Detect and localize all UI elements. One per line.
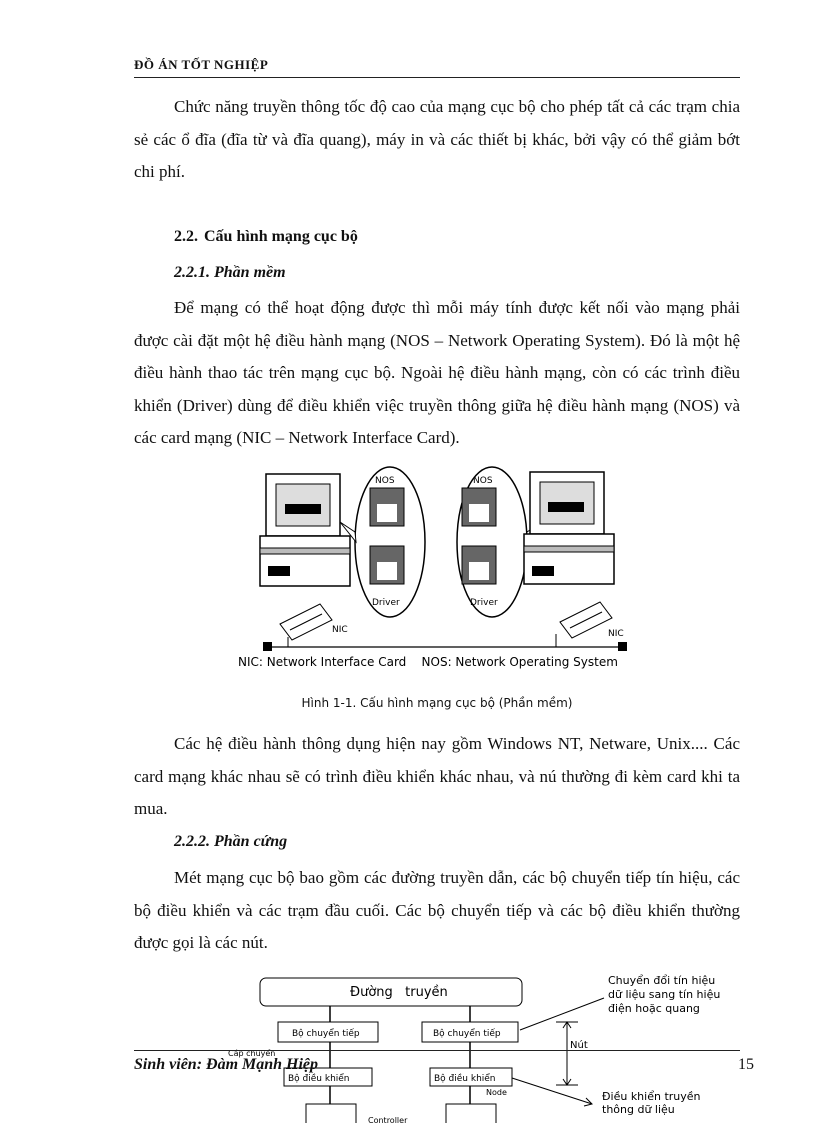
document-header: ĐỒ ÁN TỐT NGHIỆP: [134, 57, 269, 72]
section-number: 2.2.2.: [174, 833, 210, 850]
terminator-right: [618, 642, 627, 651]
section-number: 2.2.1.: [174, 264, 210, 281]
nic-card-right-icon: [560, 602, 612, 638]
hardware-config-figure: [220, 968, 760, 1123]
nic-label-left: NIC: [332, 625, 348, 635]
note-bottom-line2: thông dữ liệu: [602, 1103, 675, 1116]
section-title: Phần cứng: [214, 833, 288, 850]
nos-label-right: NOS: [473, 476, 493, 486]
relay-label-left: Bộ chuyển tiếp: [292, 1029, 360, 1039]
paragraph-software: Để mạng có thể hoạt động được thì mỗi máy tính được kết nối vào mạng phải được cài đặt một hệ điều hành mạng (NOS – Network Operating System). Đó là một hệ điều hành thao tác trên mạng cục bộ. Ngoài hệ điều hành mạng, còn có các trình điều khiển (Driver) dùng để điều khiển việc truyền thông giữa hệ điều hành mạng (NOS) và các card mạng (NIC – Network Interface Card).: [134, 298, 740, 447]
note-top-line3: điện hoặc quang: [608, 1002, 700, 1015]
section-heading-2-2-2: [174, 833, 287, 851]
section-heading-2-2: [174, 228, 358, 246]
transmission-line-label: Đường truyền: [350, 985, 448, 1000]
controller-label-left: Bộ điều khiển: [288, 1074, 350, 1084]
page-number: 15: [738, 1056, 754, 1073]
right-computer-icon: [524, 472, 614, 584]
node-label: Nút: [570, 1040, 588, 1051]
nic-card-left-icon: [280, 604, 332, 640]
software-config-figure: [230, 462, 680, 674]
driver-label-left: Driver: [372, 598, 400, 608]
section-heading-2-2-1: [174, 264, 286, 282]
terminator-left: [263, 642, 272, 651]
cable-label: Cáp chuyển: [228, 1049, 276, 1058]
left-computer-icon: [260, 474, 350, 586]
controller-label-right: Bộ điều khiển: [434, 1074, 496, 1084]
figure-legend: NIC: Network Interface Card NOS: Network Operating System: [238, 655, 618, 669]
footer-rule: [134, 1050, 740, 1051]
paragraph-os: Các hệ điều hành thông dụng hiện nay gồm Windows NT, Netware, Unix.... Các card mạng khác nhau sẽ có trình điều khiển khác nhau, và nú thường đi kèm card khi ta mua.: [134, 734, 740, 818]
node-small-label: Node: [486, 1088, 507, 1097]
note-bottom-line1: Điều khiển truyền: [602, 1090, 701, 1103]
driver-label-right: Driver: [470, 598, 498, 608]
nos-label-left: NOS: [375, 476, 395, 486]
section-title: Phần mềm: [214, 264, 286, 281]
nic-label-right: NIC: [608, 629, 624, 639]
note-top-line2: dữ liệu sang tín hiệu: [608, 988, 721, 1001]
paragraph-hardware: Mét mạng cục bộ bao gồm các đường truyền dẫn, các bộ chuyển tiếp tín hiệu, các bộ điều khiển và các trạm đầu cuối. Các bộ chuyển tiếp và các bộ điều khiển thường được gọi là các nút.: [134, 868, 740, 952]
paragraph-intro: Chức năng truyền thông tốc độ cao của mạng cục bộ cho phép tất cả các trạm chia sẻ các ổ đĩa (đĩa từ và đĩa quang), máy in và các thiết bị khác, bởi vậy có thể giảm bớt chi phí.: [134, 97, 740, 181]
header-rule: [134, 77, 740, 78]
note-top-line1: Chuyển đổi tín hiệu: [608, 974, 716, 987]
section-number: 2.2.: [174, 228, 198, 245]
student-name: Sinh viên: Đàm Mạnh Hiệp: [134, 1056, 319, 1073]
section-title: Cấu hình mạng cục bộ: [204, 228, 358, 245]
relay-label-right: Bộ chuyển tiếp: [433, 1029, 501, 1039]
controller-small-label: Controller: [368, 1116, 408, 1123]
figure-caption: Hình 1-1. Cấu hình mạng cục bộ (Phần mềm): [301, 696, 573, 710]
